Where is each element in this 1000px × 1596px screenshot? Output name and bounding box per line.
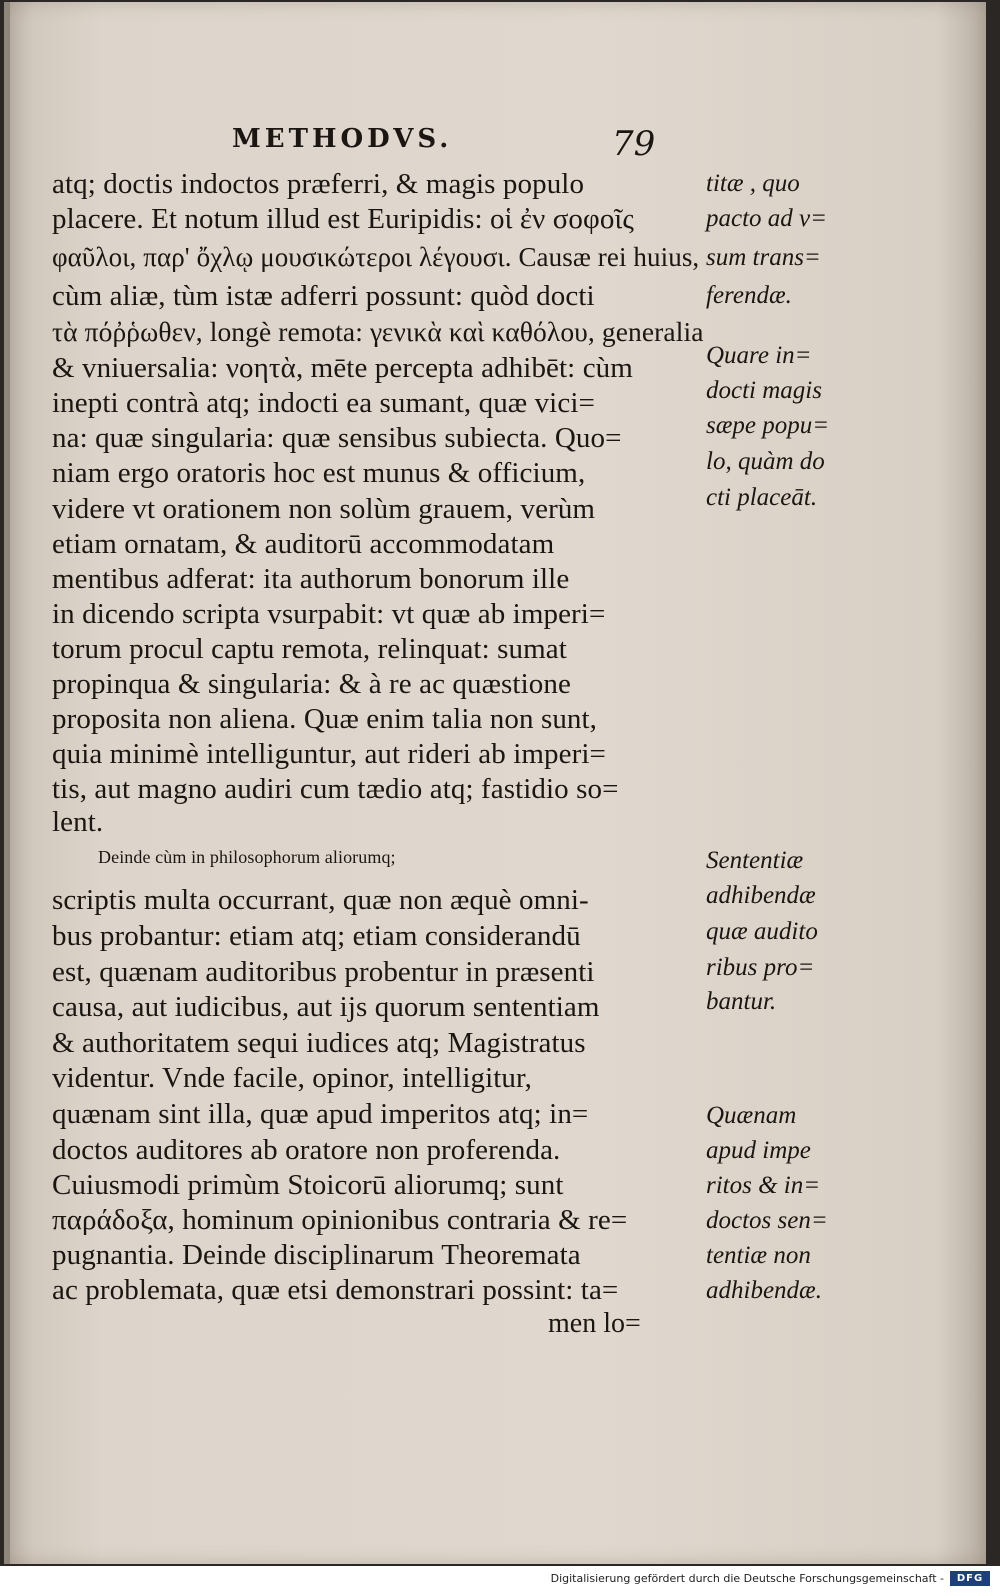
marginal-note-line: sæpe popu= [706,412,830,439]
marginal-note-line: titæ , quo [706,170,800,197]
text-line: etiam ornatam, & auditorū accommodatam [52,528,555,560]
text-line: inepti contrà atq; indocti ea sumant, quæ vici= [52,387,595,419]
text-line: φαῦλοι, παρ' ὄχλῳ μουσικώτεροι λέγουσι. Causæ rei huius, [52,242,700,272]
text-line: mentibus adferat: ita authorum bonorum ille [52,563,570,595]
marginal-note-line: lo, quàm do [706,448,825,475]
text-line: tis, aut magno audiri cum tædio atq; fastidio so= [52,773,619,805]
text-line: scriptis multa occurrant, quæ non æquè omni- [52,884,589,916]
text-line: cùm aliæ, tùm istæ adferri possunt: quòd docti [52,280,595,312]
marginal-note-line: adhibendæ. [706,1277,822,1304]
marginal-note-line: Sententiæ [706,847,804,874]
text-line: quia minimè intelliguntur, aut rideri ab imperi= [52,738,606,770]
text-line: causa, aut iudicibus, aut ijs quorum sententiam [52,991,600,1023]
marginal-note-line: cti placeāt. [706,484,818,511]
catchword: men lo= [548,1308,641,1339]
page-number: 79 [612,124,656,164]
marginal-note-line: ribus pro= [706,954,815,981]
text-line: atq; doctis indoctos præferri, & magis populo [52,168,585,200]
text-line: & authoritatem sequi iudices atq; Magistratus [52,1027,586,1059]
text-line: bus probantur: etiam atq; etiam considerandū [52,920,581,952]
marginal-note-line: doctos sen= [706,1207,828,1234]
text-line: lent. [52,806,104,838]
footer-credit: Digitalisierung gefördert durch die Deutsche Forschungsgemeinschaft - [550,1572,944,1585]
text-line: pugnantia. Deinde disciplinarum Theoremata [52,1239,581,1271]
page-edge [4,2,10,1564]
marginal-note-line: pacto ad v= [706,205,828,232]
text-line: τὰ πόῤῥωθεν, longè remota: γενικὰ καὶ καθόλου, generalia [52,316,704,347]
text-line: in dicendo scripta vsurpabit: vt quæ ab imperi= [52,598,606,630]
text-line: na: quæ singularia: quæ sensibus subiecta. Quo= [52,422,622,454]
marginal-note-line: tentiæ non [706,1242,811,1269]
text-line: proposita non aliena. Quæ enim talia non sunt, [52,703,598,735]
text-line: placere. Et notum illud est Euripidis: οἱ ἐν σοφοῖς [52,203,634,235]
text-line: Deinde cùm in philosophorum aliorumq; [98,847,396,867]
marginal-note-line: ferendæ. [706,282,792,309]
marginal-note-line: apud impe [706,1137,811,1164]
text-line: videre vt orationem non solùm grauem, verùm [52,493,596,525]
text-line: videntur. Vnde facile, opinor, intelligitur, [52,1062,532,1094]
marginal-note-line: bantur. [706,988,777,1015]
text-line: niam ergo oratoris hoc est munus & officium, [52,457,586,489]
text-line: propinqua & singularia: & à re ac quæstione [52,668,571,700]
text-line: quænam sint illa, quæ apud imperitos atq; in= [52,1098,589,1130]
marginal-note-line: sum trans= [706,244,821,271]
text-line: Cuiusmodi primùm Stoicorū aliorumq; sunt [52,1169,564,1201]
text-line: torum procul captu remota, relinquat: sumat [52,633,567,665]
running-head: METHODVS. [232,124,453,154]
text-line: est, quænam auditoribus probentur in præsenti [52,956,595,988]
text-line: ac problemata, quæ etsi demonstrari possint: ta= [52,1274,619,1306]
marginal-note-line: ritos & in= [706,1172,821,1199]
marginal-note-line: adhibendæ [706,882,816,909]
text-line: doctos auditores ab oratore non proferenda. [52,1134,561,1166]
text-line: παράδοξα, hominum opinionibus contraria & re= [52,1204,628,1236]
marginal-note-line: Quare in= [706,342,812,369]
marginal-note-line: docti magis [706,377,822,404]
marginal-note-line: quæ audito [706,918,818,945]
dfg-logo: DFG [950,1571,990,1586]
text-line: & vniuersalia: νοητὰ, mēte percepta adhibēt: cùm [52,352,633,384]
marginal-note-line: Quænam [706,1102,797,1129]
